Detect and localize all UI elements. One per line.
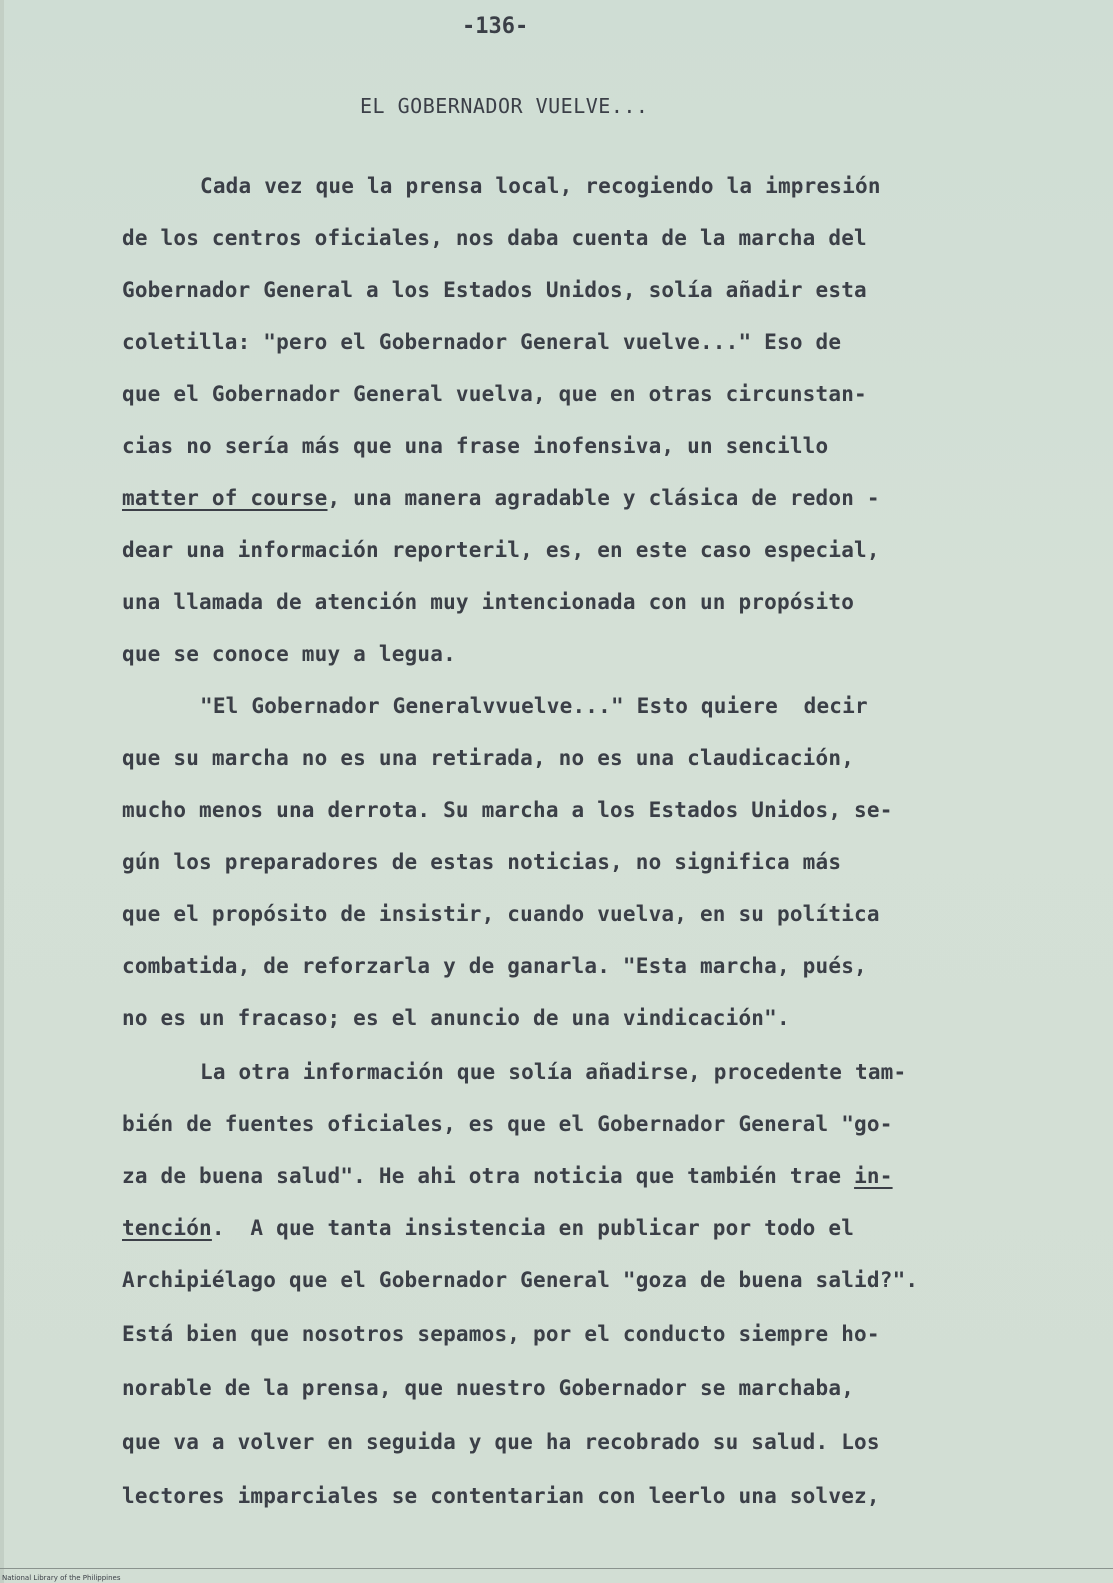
text-line-rest: . A que tanta insistencia en publicar por todo el	[211, 1216, 855, 1240]
text-line: de los centros oficiales, nos daba cuenta de la marcha del	[122, 226, 867, 250]
text-line: una llamada de atención muy intencionada con un propósito	[122, 590, 855, 614]
text-line: gún los preparadores de estas noticias, no significa más	[122, 850, 842, 874]
text-line: mucho menos una derrota. Su marcha a los Estados Unidos, se-	[122, 798, 893, 822]
text-line: lectores imparciales se contentarian con leerlo una solvez,	[122, 1484, 880, 1508]
underlined-word: in-	[854, 1164, 893, 1188]
text-line: "El Gobernador Generalvvuelve..." Esto quiere decir	[200, 694, 868, 718]
text-line: Archipiélago que el Gobernador General "goza de buena salid?".	[122, 1268, 919, 1292]
footer-credit: National Library of the Philippines	[2, 1574, 121, 1582]
footer-divider	[0, 1568, 1113, 1569]
text-line: que el Gobernador General vuelva, que en otras circunstan-	[122, 382, 867, 406]
text-line: que va a volver en seguida y que ha recobrado su salud. Los	[122, 1430, 880, 1454]
text-line: bién de fuentes oficiales, es que el Gobernador General "go-	[122, 1112, 893, 1136]
text-line: dear una información reporteril, es, en este caso especial,	[122, 538, 880, 562]
text-line: coletilla: "pero el Gobernador General vuelve..." Eso de	[122, 330, 842, 354]
page-title: EL GOBERNADOR VUELVE...	[360, 94, 649, 118]
text-line-underlined	[122, 484, 880, 512]
underlined-word: tención	[122, 1216, 212, 1240]
text-line: norable de la prensa, que nuestro Gobernador se marchaba,	[122, 1376, 855, 1400]
page-number: -136-	[462, 14, 529, 39]
underlined-phrase: matter of course	[122, 486, 328, 510]
text-line: combatida, de reforzarla y de ganarla. "Esta marcha, pués,	[122, 954, 867, 978]
text-line-underlined	[122, 1214, 854, 1242]
page-edge	[0, 0, 4, 1583]
text-line: Está bien que nosotros sepamos, por el conducto siempre ho-	[122, 1322, 880, 1346]
text-line: que su marcha no es una retirada, no es una claudicación,	[122, 746, 855, 770]
text-line: cias no sería más que una frase inofensiva, un sencillo	[122, 434, 829, 458]
text-line-rest: , una manera agradable y clásica de redon -	[327, 486, 880, 510]
text-line-start: za de buena salud". He ahi otra noticia que también trae	[122, 1164, 855, 1188]
text-line: Gobernador General a los Estados Unidos, solía añadir esta	[122, 278, 867, 302]
text-line-underlined	[122, 1162, 893, 1190]
text-line: no es un fracaso; es el anuncio de una vindicación".	[122, 1006, 790, 1030]
text-line: La otra información que solía añadirse, procedente tam-	[200, 1060, 907, 1084]
text-line: que el propósito de insistir, cuando vuelva, en su política	[122, 902, 880, 926]
text-line: que se conoce muy a legua.	[122, 642, 456, 666]
text-line: Cada vez que la prensa local, recogiendo la impresión	[200, 174, 881, 198]
